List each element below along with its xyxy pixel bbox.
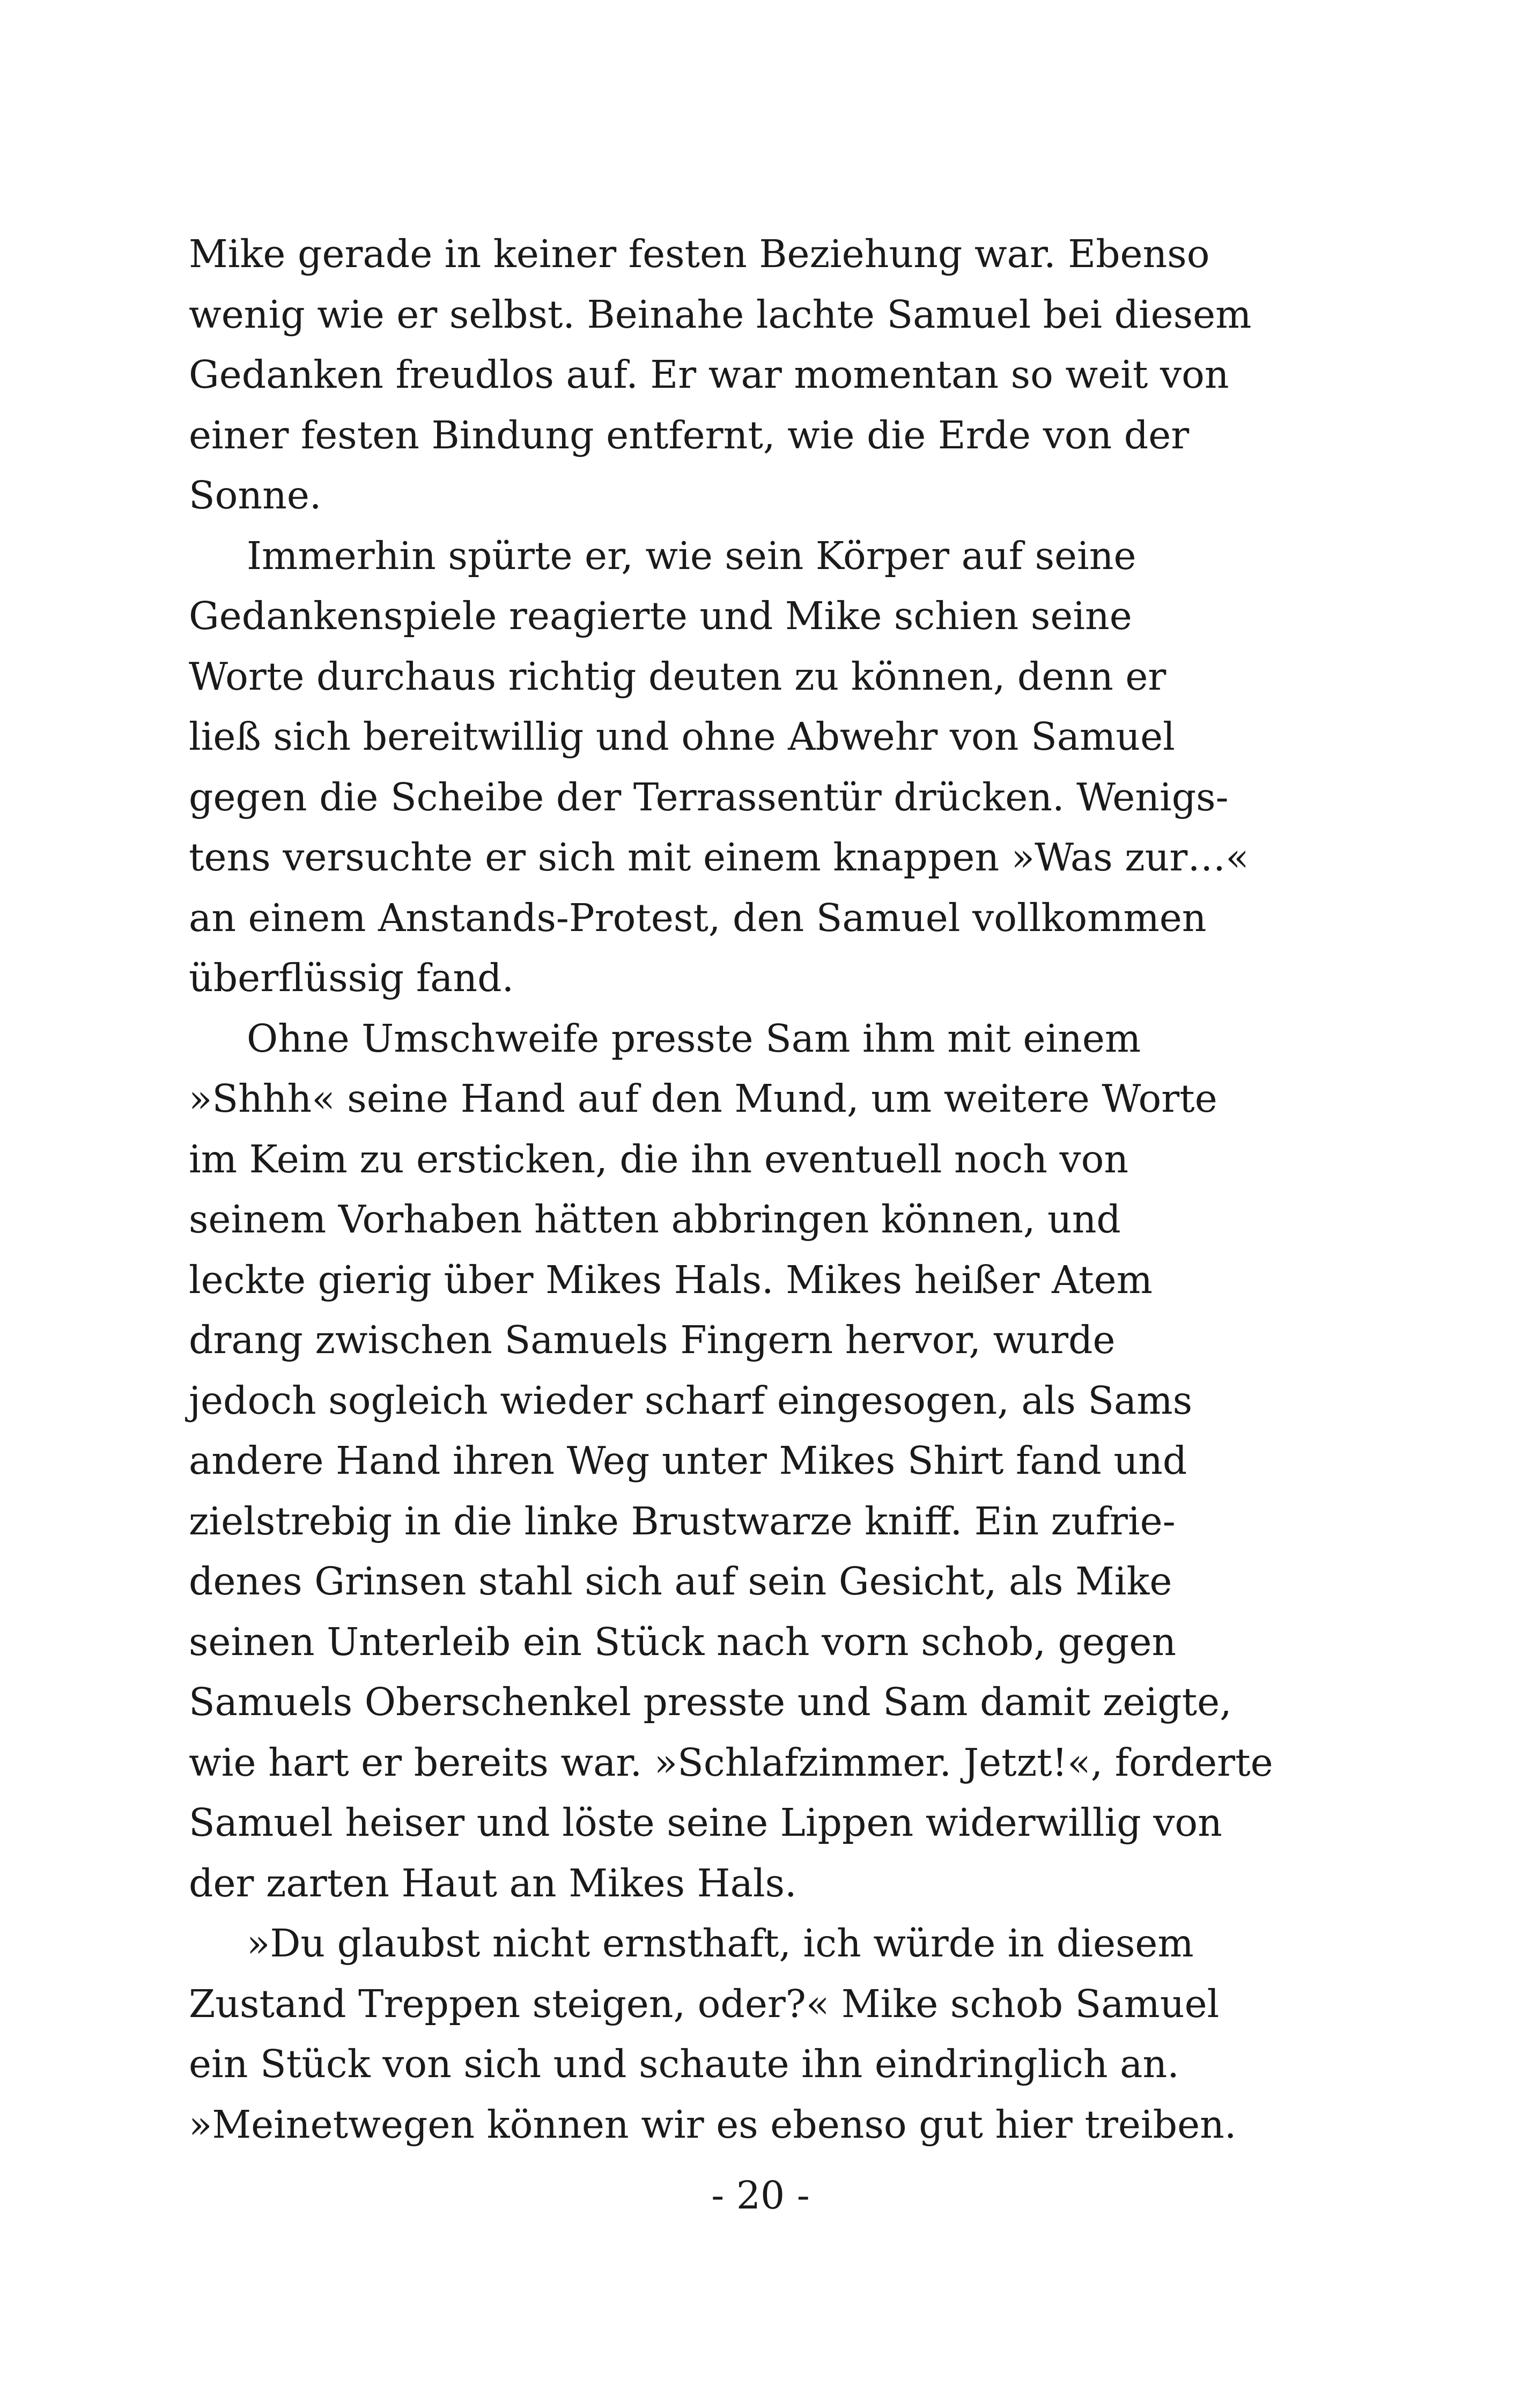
text-line: Samuel heiser und löste seine Lippen widerwillig von bbox=[189, 1800, 1222, 1845]
text-line: drang zwischen Samuels Fingern hervor, wurde bbox=[189, 1318, 1116, 1362]
paragraph-first-line: Ohne Umschweife presste Sam ihm mit einem bbox=[247, 1016, 1141, 1061]
text-line: jedoch sogleich wieder scharf eingesogen, als Sams bbox=[189, 1378, 1193, 1423]
text-line: seinen Unterleib ein Stück nach vorn schob, gegen bbox=[189, 1619, 1177, 1664]
page-number: - 20 - bbox=[711, 2173, 810, 2218]
text-line: überflüssig fand. bbox=[189, 956, 514, 1000]
text-line: Gedanken freudlos auf. Er war momentan so weit von bbox=[189, 352, 1229, 397]
text-line: wie hart er bereits war. »Schlafzimmer. Jetzt!«, forderte bbox=[189, 1740, 1273, 1785]
text-line: seinem Vorhaben hätten abbringen können, und bbox=[189, 1197, 1121, 1242]
text-line: wenig wie er selbst. Beinahe lachte Samuel bei diesem bbox=[189, 292, 1252, 337]
text-line: Gedankenspiele reagierte und Mike schien seine bbox=[189, 594, 1132, 638]
text-line: an einem Anstands-Protest, den Samuel vollkommen bbox=[189, 895, 1207, 940]
text-line: Zustand Treppen steigen, oder?« Mike schob Samuel bbox=[189, 1981, 1220, 2026]
text-line: einer festen Bindung entfernt, wie die Erde von der bbox=[189, 412, 1190, 457]
paragraph-first-line: »Du glaubst nicht ernsthaft, ich würde in diesem bbox=[247, 1921, 1194, 1966]
text-line: ließ sich bereitwillig und ohne Abwehr von Samuel bbox=[189, 714, 1175, 759]
text-line: leckte gierig über Mikes Hals. Mikes heißer Atem bbox=[189, 1257, 1153, 1302]
body-text bbox=[189, 224, 1304, 2155]
text-line: andere Hand ihren Weg unter Mikes Shirt fand und bbox=[189, 1438, 1187, 1483]
paragraph-first-line: Immerhin spürte er, wie sein Körper auf seine bbox=[247, 533, 1136, 578]
text-line: »Meinetwegen können wir es ebenso gut hier treiben. bbox=[189, 2102, 1237, 2147]
text-line: denes Grinsen stahl sich auf sein Gesicht, als Mike bbox=[189, 1559, 1172, 1604]
text-line: Sonne. bbox=[189, 473, 322, 518]
text-line: »Shhh« seine Hand auf den Mund, um weitere Worte bbox=[189, 1076, 1217, 1121]
text-line: gegen die Scheibe der Terrassentür drücken. Wenigs- bbox=[189, 774, 1229, 819]
text-line: Samuels Oberschenkel presste und Sam damit zeigte, bbox=[189, 1680, 1232, 1724]
text-line: ein Stück von sich und schaute ihn eindringlich an. bbox=[189, 2042, 1179, 2086]
text-line: im Keim zu ersticken, die ihn eventuell noch von bbox=[189, 1136, 1129, 1181]
text-line: der zarten Haut an Mikes Hals. bbox=[189, 1860, 797, 1905]
text-line: Worte durchaus richtig deuten zu können, denn er bbox=[189, 654, 1166, 699]
text-line: Mike gerade in keiner festen Beziehung war. Ebenso bbox=[189, 232, 1210, 276]
text-line: zielstrebig in die linke Brustwarze kniff. Ein zufrie- bbox=[189, 1498, 1176, 1543]
text-line: tens versuchte er sich mit einem knappen »Was zur…« bbox=[189, 835, 1249, 880]
